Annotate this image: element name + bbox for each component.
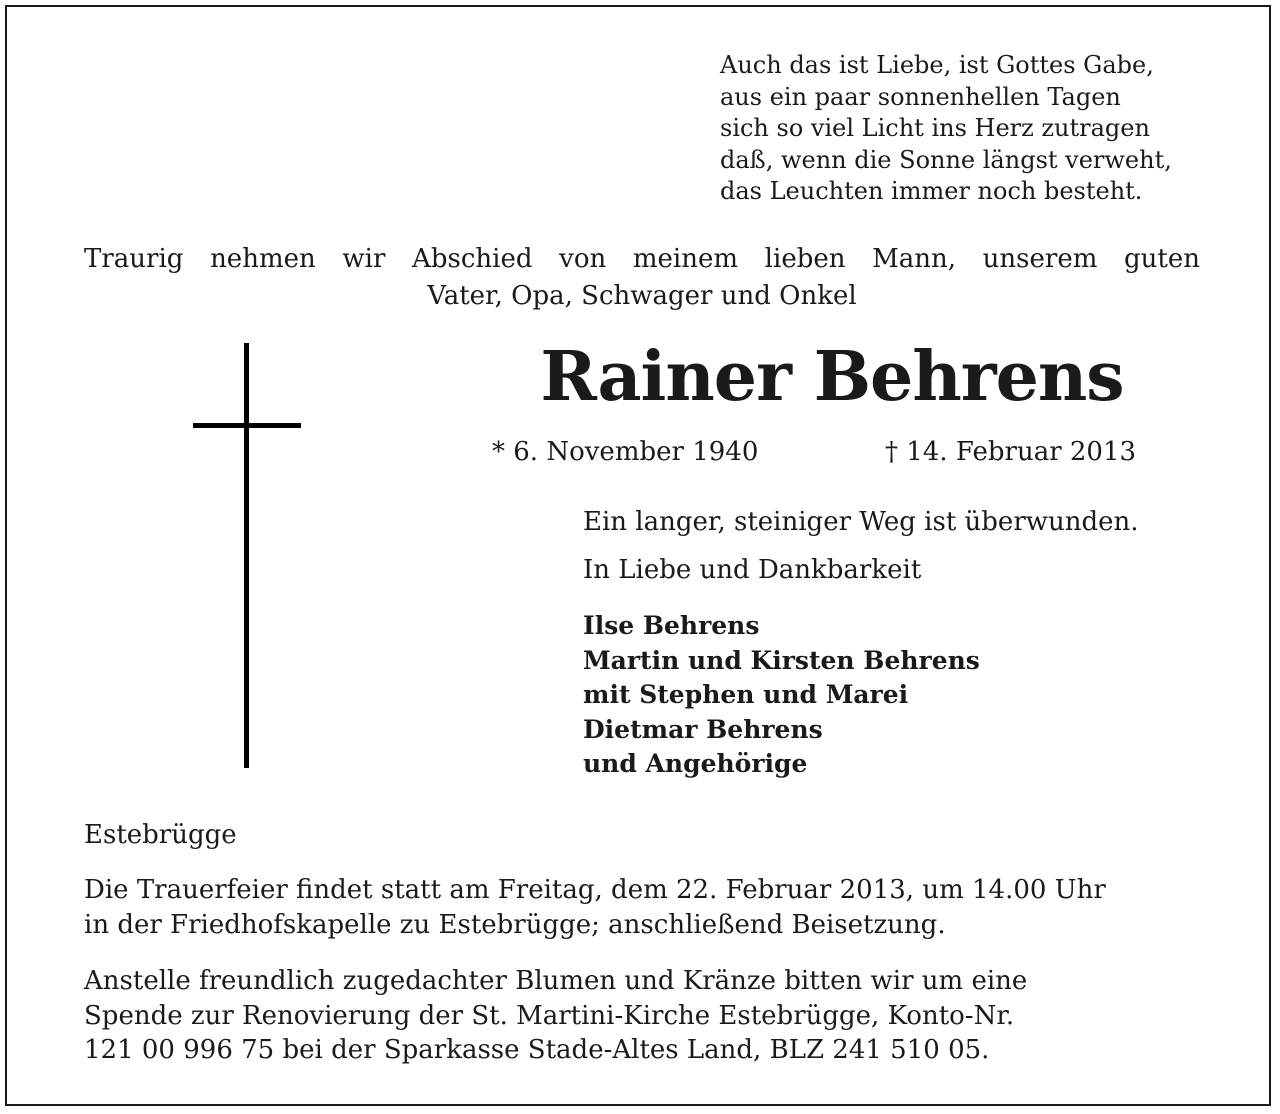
cross-horizontal-bar — [193, 423, 301, 428]
deceased-name: Rainer Behrens — [540, 337, 1124, 417]
mourner: und Angehörige — [583, 749, 808, 778]
cross-icon — [193, 343, 303, 773]
intro-line: Vater, Opa, Schwager und Onkel — [427, 281, 857, 311]
poem — [720, 50, 1230, 208]
donation-info — [84, 964, 1204, 1068]
poem-line: Auch das ist Liebe, ist Gottes Gabe, — [720, 51, 1154, 79]
mourner: Ilse Behrens — [583, 611, 760, 640]
place-name: Estebrügge — [84, 820, 237, 850]
mourner: Martin und Kirsten Behrens — [583, 645, 980, 675]
birth-date: * 6. November 1940 — [492, 437, 759, 467]
cross-vertical-bar — [244, 343, 249, 768]
poem-line: daß, wenn die Sonne längst verweht, — [720, 145, 1172, 174]
intro-line: Traurig nehmen wir Abschied von meinem lieben Mann, unserem guten — [84, 244, 1200, 274]
mourner: Dietmar Behrens — [583, 714, 823, 744]
thanks-line: In Liebe und Dankbarkeit — [583, 555, 922, 585]
ceremony-line: in der Friedhofskapelle zu Estebrügge; anschließend Beisetzung. — [84, 909, 946, 940]
mourner: mit Stephen und Marei — [583, 680, 909, 709]
donation-line: Anstelle freundlich zugedachter Blumen und Kränze bitten wir um eine — [84, 966, 1028, 996]
intro-text — [84, 241, 1200, 315]
ceremony-line: Die Trauerfeier findet statt am Freitag, dem 22. Februar 2013, um 14.00 Uhr — [84, 875, 1106, 905]
quote: Ein langer, steiniger Weg ist überwunden. — [583, 507, 1139, 537]
ceremony-info — [84, 873, 1204, 942]
obituary-notice — [5, 5, 1271, 1106]
donation-line: Spende zur Renovierung der St. Martini-Kirche Estebrügge, Konto-Nr. — [84, 1000, 1015, 1031]
mourners-list — [583, 609, 980, 782]
poem-line: aus ein paar sonnenhellen Tagen — [720, 82, 1121, 111]
poem-line: das Leuchten immer noch besteht. — [720, 177, 1143, 205]
donation-line: 121 00 996 75 bei der Sparkasse Stade-Altes Land, BLZ 241 510 05. — [84, 1035, 990, 1065]
death-date: † 14. Februar 2013 — [885, 437, 1137, 467]
poem-line: sich so viel Licht ins Herz zutragen — [720, 114, 1150, 142]
